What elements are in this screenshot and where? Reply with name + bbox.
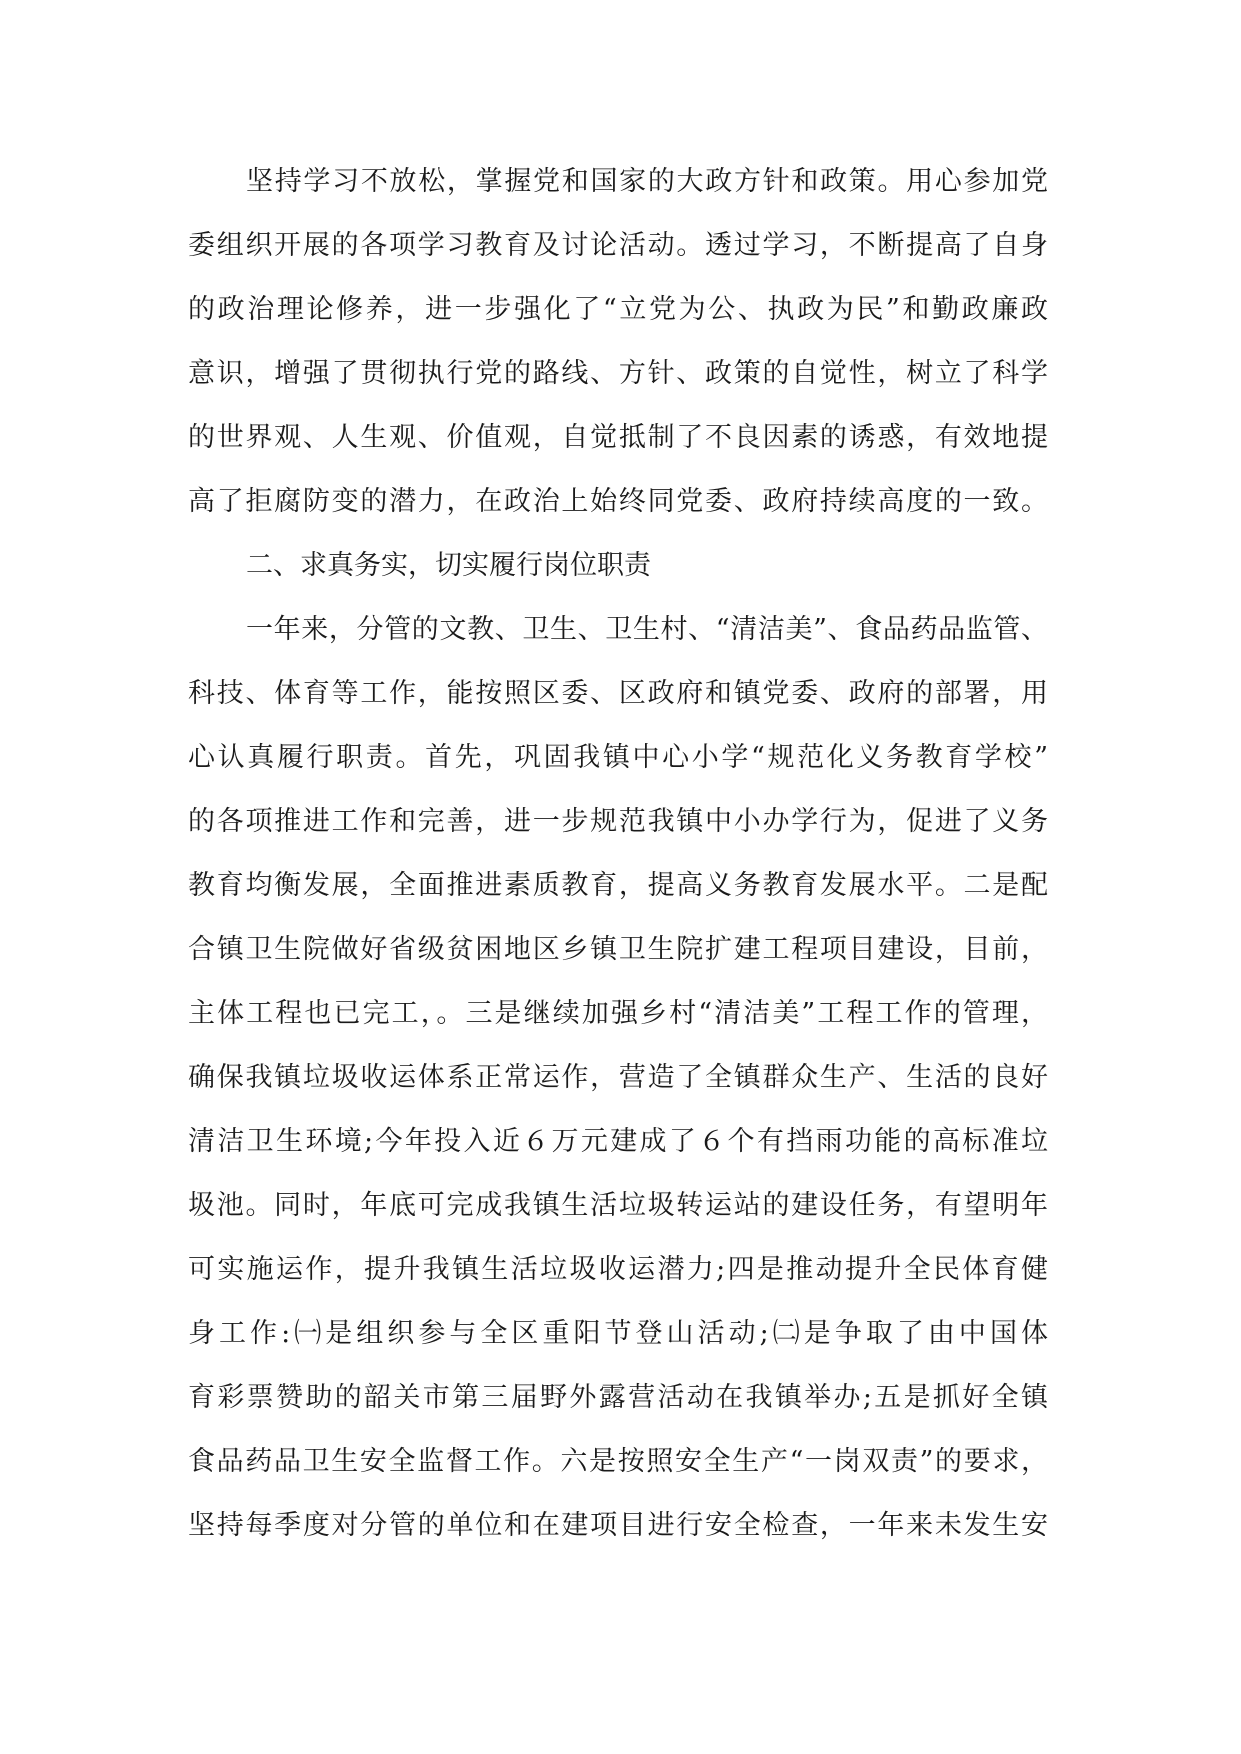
paragraph-line: 高了拒腐防变的潜力，在政治上始终同党委、政府持续高度的一致。 (188, 486, 1048, 517)
paragraph-line: 的世界观、人生观、价值观，自觉抵制了不良因素的诱惑，有效地提 (188, 422, 1048, 453)
paragraph-line: 的政治理论修养，进一步强化了“立党为公、执政为民”和勤政廉政 (188, 294, 1048, 325)
paragraph-line: 清洁卫生环境;今年投入近６万元建成了６个有挡雨功能的高标准垃 (188, 1126, 1048, 1157)
paragraph-line: 合镇卫生院做好省级贫困地区乡镇卫生院扩建工程项目建设，目前， (188, 934, 1048, 965)
paragraph-line: 坚持学习不放松，掌握党和国家的大政方针和政策。用心参加党 (246, 166, 1048, 197)
paragraph-line: 食品药品卫生安全监督工作。六是按照安全生产“一岗双责”的要求， (188, 1446, 1048, 1477)
paragraph-line: 确保我镇垃圾收运体系正常运作，营造了全镇群众生产、生活的良好 (188, 1062, 1048, 1093)
paragraph-line: 科技、体育等工作，能按照区委、区政府和镇党委、政府的部署，用 (188, 678, 1048, 709)
paragraph-line: 身工作:㈠是组织参与全区重阳节登山活动;㈡是争取了由中国体 (188, 1318, 1048, 1349)
paragraph-line: 育彩票赞助的韶关市第三届野外露营活动在我镇举办;五是抓好全镇 (188, 1382, 1048, 1413)
paragraph-line: 心认真履行职责。首先，巩固我镇中心小学“规范化义务教育学校” (188, 742, 1048, 773)
paragraph-line: 一年来，分管的文教、卫生、卫生村、“清洁美”、食品药品监管、 (246, 614, 1048, 645)
paragraph-line: 主体工程也已完工，。三是继续加强乡村“清洁美”工程工作的管理， (188, 998, 1048, 1029)
paragraph-line: 的各项推进工作和完善，进一步规范我镇中小办学行为，促进了义务 (188, 806, 1048, 837)
paragraph-line: 委组织开展的各项学习教育及讨论活动。透过学习，不断提高了自身 (188, 230, 1048, 261)
paragraph-line: 意识，增强了贯彻执行党的路线、方针、政策的自觉性，树立了科学 (188, 358, 1048, 389)
section-heading: 二、求真务实，切实履行岗位职责 (246, 550, 651, 581)
paragraph-line: 坚持每季度对分管的单位和在建项目进行安全检查，一年来未发生安 (188, 1510, 1048, 1541)
paragraph-line: 教育均衡发展，全面推进素质教育，提高义务教育发展水平。二是配 (188, 870, 1048, 901)
paragraph-line: 可实施运作，提升我镇生活垃圾收运潜力;四是推动提升全民体育健 (188, 1254, 1048, 1285)
document-body (188, 163, 1048, 1571)
paragraph-line: 圾池。同时，年底可完成我镇生活垃圾转运站的建设任务，有望明年 (188, 1190, 1048, 1221)
